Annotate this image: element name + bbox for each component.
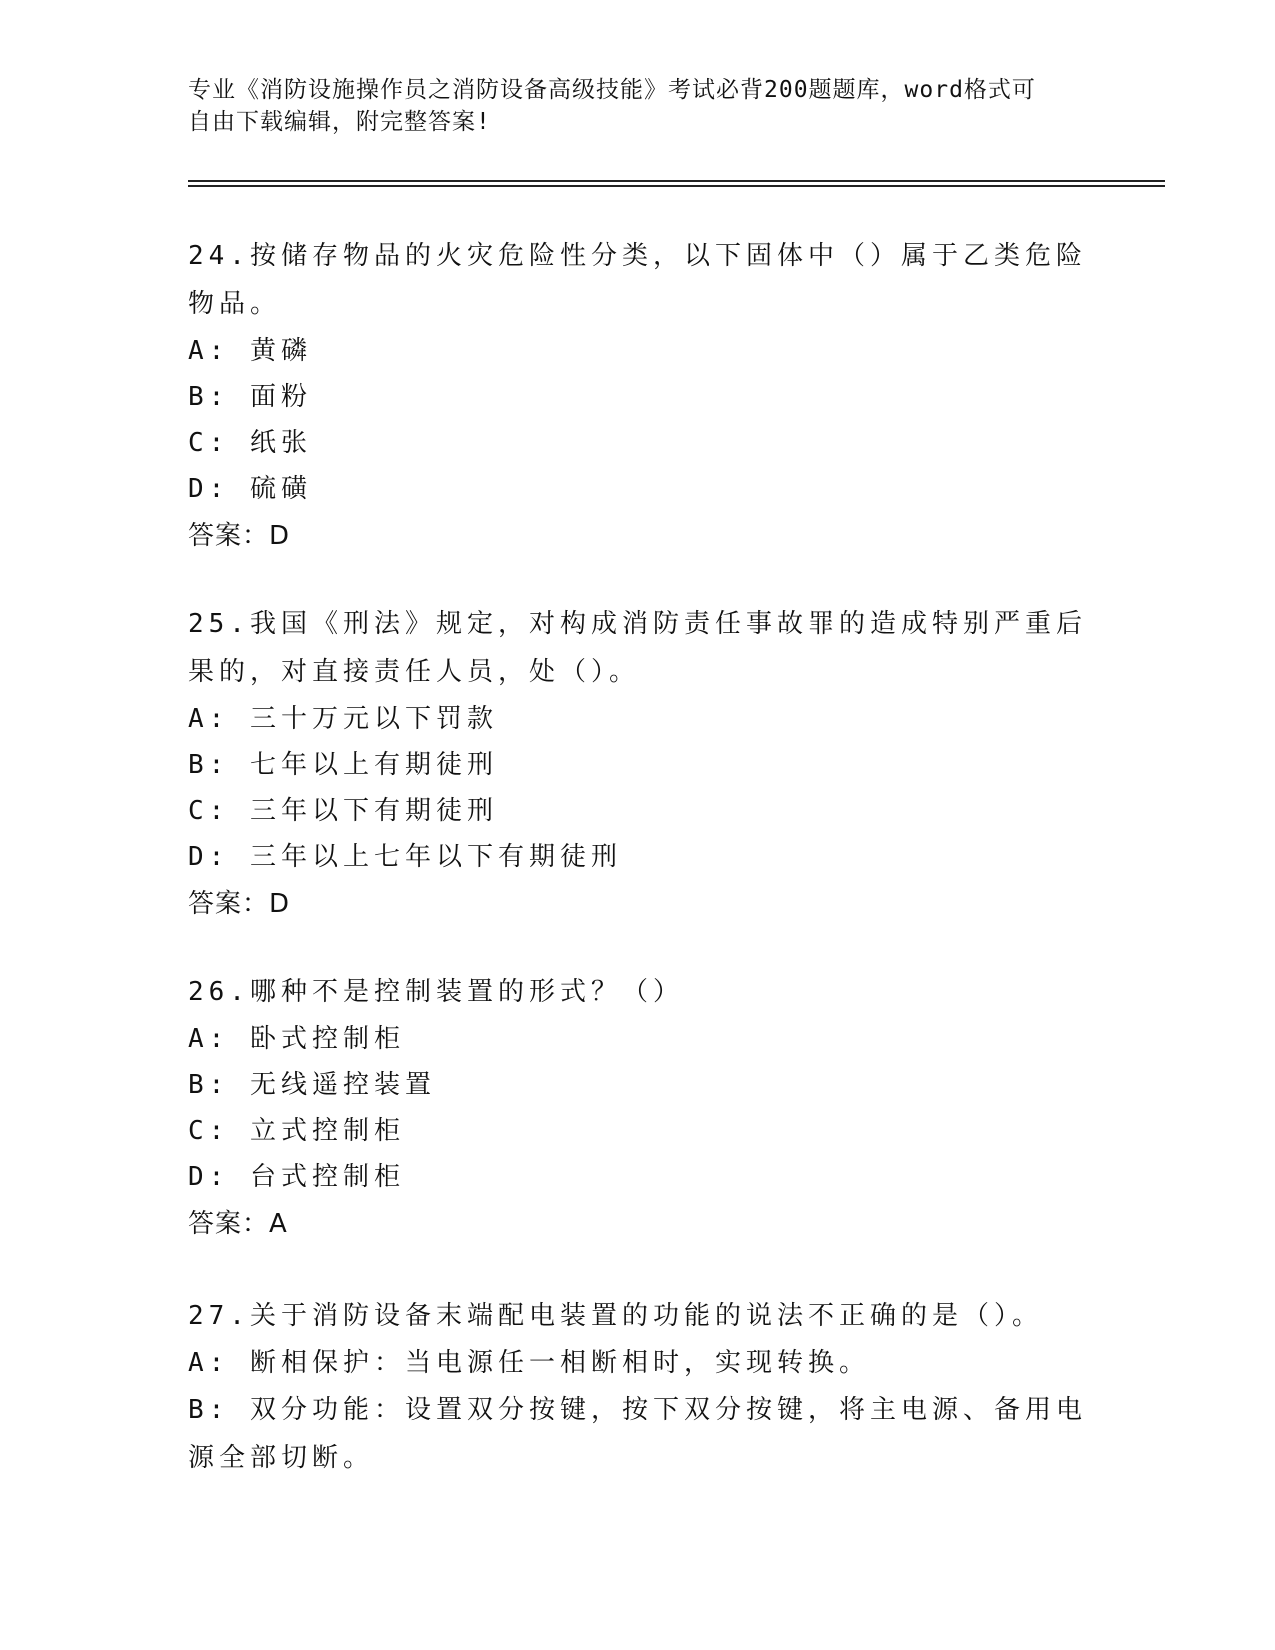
document-header — [188, 74, 1068, 138]
option-b: B: 面粉 — [188, 382, 312, 412]
question-stem: 26.哪种不是控制装置的形式？（） — [188, 977, 684, 1007]
option-d: D: 台式控制柜 — [188, 1162, 405, 1192]
option-a: A: 断相保护：当电源任一相断相时，实现转换。 — [188, 1348, 870, 1378]
question-24 — [188, 232, 1088, 560]
option-d: D: 三年以上七年以下有期徒刑 — [188, 842, 622, 872]
answer-label: 答案：D — [188, 521, 291, 551]
header-line-2: 自由下载编辑，附完整答案! — [188, 109, 491, 135]
option-a: A: 卧式控制柜 — [188, 1024, 405, 1054]
option-b: B: 七年以上有期徒刑 — [188, 750, 498, 780]
question-stem: 27.关于消防设备末端配电装置的功能的说法不正确的是（）。 — [188, 1301, 1043, 1331]
option-b: B: 无线遥控装置 — [188, 1070, 436, 1100]
header-rule-bottom — [188, 185, 1165, 187]
option-b: B: 双分功能：设置双分按键，按下双分按键，将主电源、备用电源全部切断。 — [188, 1395, 1087, 1473]
answer-label: 答案：A — [188, 1209, 288, 1239]
option-c: C: 纸张 — [188, 428, 312, 458]
question-stem: 25.我国《刑法》规定，对构成消防责任事故罪的造成特别严重后果的，对直接责任人员，处（）。 — [188, 609, 1087, 687]
answer-label: 答案：D — [188, 889, 291, 919]
question-26 — [188, 968, 1088, 1248]
header-rule-top — [188, 180, 1165, 182]
option-c: C: 三年以下有期徒刑 — [188, 796, 498, 826]
option-c: C: 立式控制柜 — [188, 1116, 405, 1146]
option-d: D: 硫磺 — [188, 474, 312, 504]
option-a: A: 三十万元以下罚款 — [188, 704, 498, 734]
question-stem: 24.按储存物品的火灾危险性分类，以下固体中（）属于乙类危险物品。 — [188, 241, 1087, 319]
header-line-1: 专业《消防设施操作员之消防设备高级技能》考试必背200题题库，word格式可 — [188, 77, 1036, 103]
option-a: A: 黄磷 — [188, 336, 312, 366]
question-27 — [188, 1292, 1088, 1482]
question-25 — [188, 600, 1088, 928]
